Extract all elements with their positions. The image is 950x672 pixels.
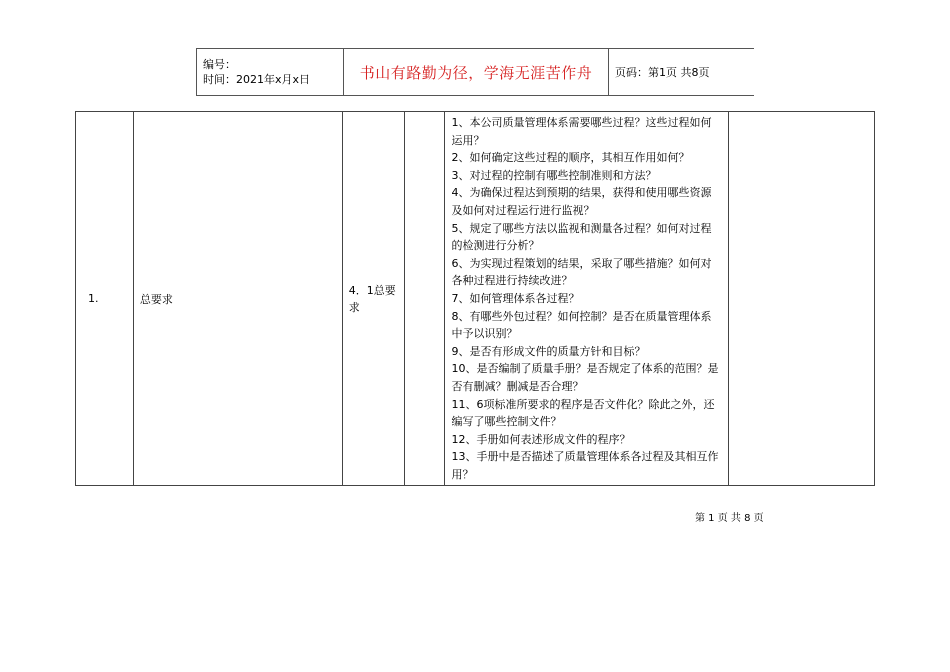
row-clause: 4．1总要求 [342, 112, 404, 486]
list-item: 12、手册如何表述形成文件的程序？ [451, 432, 631, 446]
page-code: 页码：第1页 共8页 [609, 49, 755, 96]
list-item: 3、对过程的控制有哪些控制准则和方法？ [451, 168, 657, 182]
list-item: 4、为确保过程达到预期的结果，获得和使用哪些资源及如何对过程运行进行监视？ [451, 186, 712, 217]
document-header [196, 48, 754, 96]
list-item: 9、是否有形成文件的质量方针和目标？ [451, 344, 646, 358]
row-number: 1. [76, 112, 134, 486]
motto-text: 书山有路勤为径，学海无涯苦作舟 [344, 49, 609, 96]
list-item: 1、本公司质量管理体系需要哪些过程？这些过程如何运用？ [451, 116, 712, 147]
time-label: 时间：2021年x月x日 [203, 73, 311, 86]
table-row [76, 112, 875, 486]
list-item: 8、有哪些外包过程？如何控制？是否在质量管理体系中予以识别？ [451, 309, 712, 341]
list-item: 7、如何管理体系各过程？ [451, 291, 580, 305]
list-item: 10、是否编制了质量手册？是否规定了体系的范围？是否有删减？删减是否合理？ [451, 362, 719, 393]
list-item: 13、手册中是否描述了质量管理体系各过程及其相互作用？ [451, 450, 719, 481]
header-meta-cell [197, 49, 344, 96]
list-item: 5、规定了哪些方法以监视和测量各过程？如何对过程的检测进行分析？ [451, 221, 712, 253]
question-list [445, 112, 728, 486]
list-item: 2、如何确定这些过程的顺序，其相互作用如何？ [451, 151, 690, 165]
list-item: 6、为实现过程策划的结果，采取了哪些措施？如何对各种过程进行持续改进？ [451, 256, 712, 288]
checklist-table [75, 111, 875, 486]
page-footer: 第 1 页 共 8 页 [695, 513, 764, 524]
list-item: 11、6项标准所要求的程序是否文件化？除此之外，还编写了哪些控制文件？ [451, 397, 715, 429]
row-title: 总要求 [133, 112, 342, 486]
blank-cell [404, 112, 445, 486]
remarks-cell [728, 112, 874, 486]
number-label: 编号： [203, 58, 236, 71]
